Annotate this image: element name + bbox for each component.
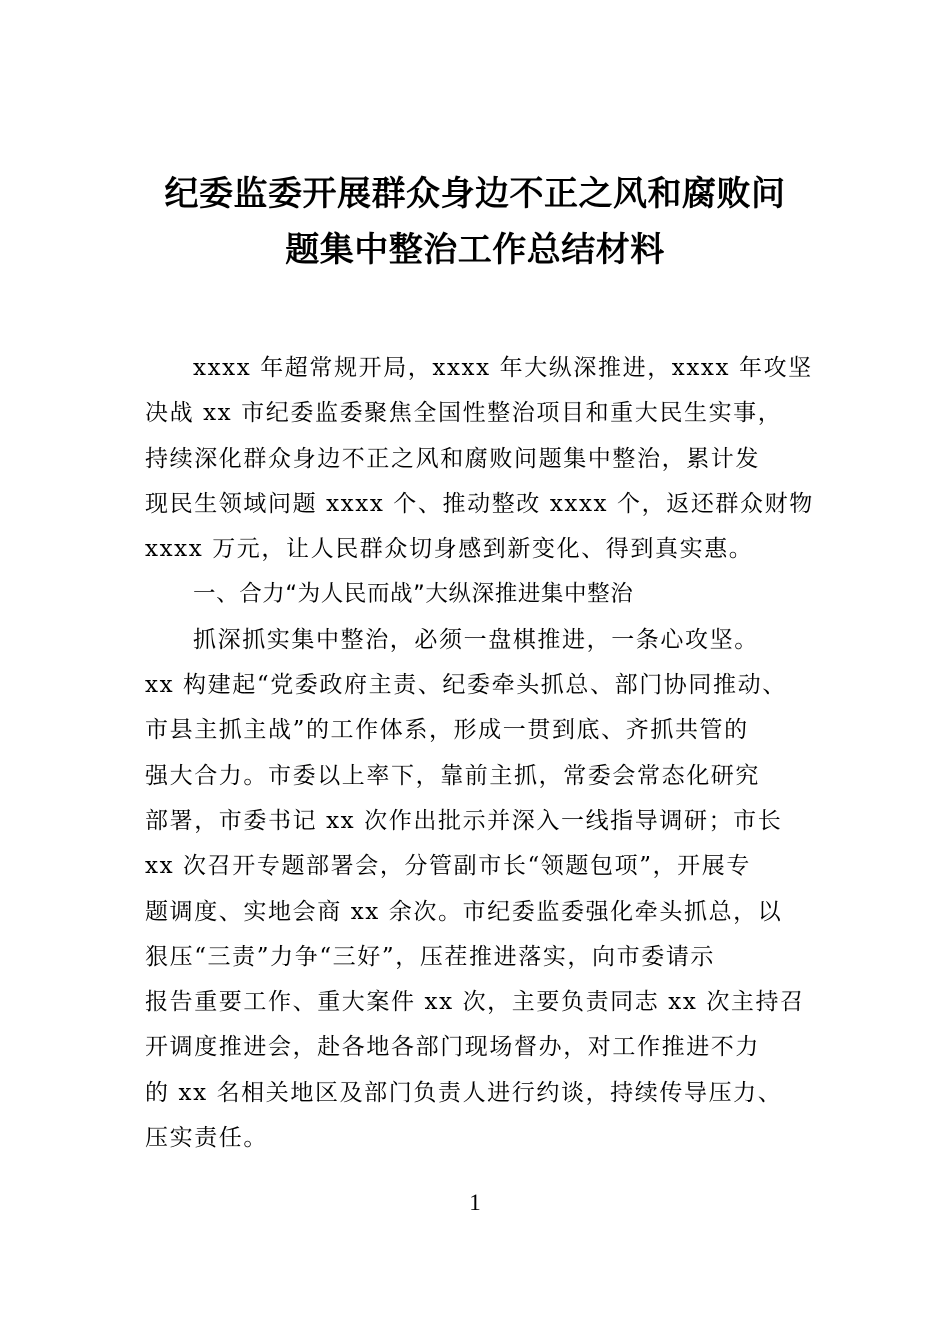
paragraph-line: 持续深化群众身边不正之风和腐败问题集中整治，累计发 bbox=[145, 445, 760, 472]
paragraph-line: 部署，市委书记 xx 次作出批示并深入一线指导调研；市长 bbox=[145, 807, 783, 834]
title-line-2: 题集中整治工作总结材料 bbox=[285, 230, 665, 270]
document-body bbox=[145, 346, 815, 1161]
title-line-1: 纪委监委开展群众身边不正之风和腐败问 bbox=[164, 174, 786, 214]
paragraph-line: xx 构建起“党委政府主责、纪委牵头抓总、部门协同推动、 bbox=[145, 672, 787, 699]
paragraph-line: 的 xx 名相关地区及部门负责人进行约谈，持续传导压力、 bbox=[145, 1079, 783, 1106]
page-number: 1 bbox=[469, 1190, 481, 1215]
paragraph-line: 开调度推进会，赴各地各部门现场督办，对工作推进不力 bbox=[145, 1034, 760, 1061]
paragraph-line: xxxx 年超常规开局，xxxx 年大纵深推进，xxxx 年攻坚 bbox=[193, 355, 813, 381]
paragraph-line: xxxx 万元，让人民群众切身感到新变化、得到真实惠。 bbox=[145, 536, 754, 563]
paragraph-line: 题调度、实地会商 xx 余次。市纪委监委强化牵头抓总，以 bbox=[145, 898, 783, 925]
paragraph-line: 报告重要工作、重大案件 xx 次，主要负责同志 xx 次主持召 bbox=[145, 989, 805, 1016]
paragraph-line: 决战 xx 市纪委监委聚焦全国性整治项目和重大民生实事， bbox=[145, 400, 783, 427]
paragraph-2 bbox=[145, 618, 815, 1162]
paragraph-line: 现民生领域问题 xxxx 个、推动整改 xxxx 个，返还群众财物 bbox=[145, 490, 814, 517]
paragraph-line: xx 次召开专题部署会，分管副市长“领题包项”，开展专 bbox=[145, 853, 751, 880]
paragraph-line: 压实责任。 bbox=[145, 1125, 268, 1152]
paragraph-line: 强大合力。市委以上率下，靠前主抓，常委会常态化研究 bbox=[145, 762, 760, 789]
paragraph-line: 狠压“三责”力争“三好”，压茬推进落实，向市委请示 bbox=[145, 943, 716, 970]
paragraph-1 bbox=[145, 346, 815, 572]
section-heading-1: 一、合力“为人民而战”大纵深推进集中整治 bbox=[193, 581, 634, 608]
document-title bbox=[120, 166, 830, 278]
paragraph-line: 抓深抓实集中整治，必须一盘棋推进，一条心攻坚。 bbox=[193, 626, 759, 653]
paragraph-line: 市县主抓主战”的工作体系，形成一贯到底、齐抓共管的 bbox=[145, 717, 749, 744]
